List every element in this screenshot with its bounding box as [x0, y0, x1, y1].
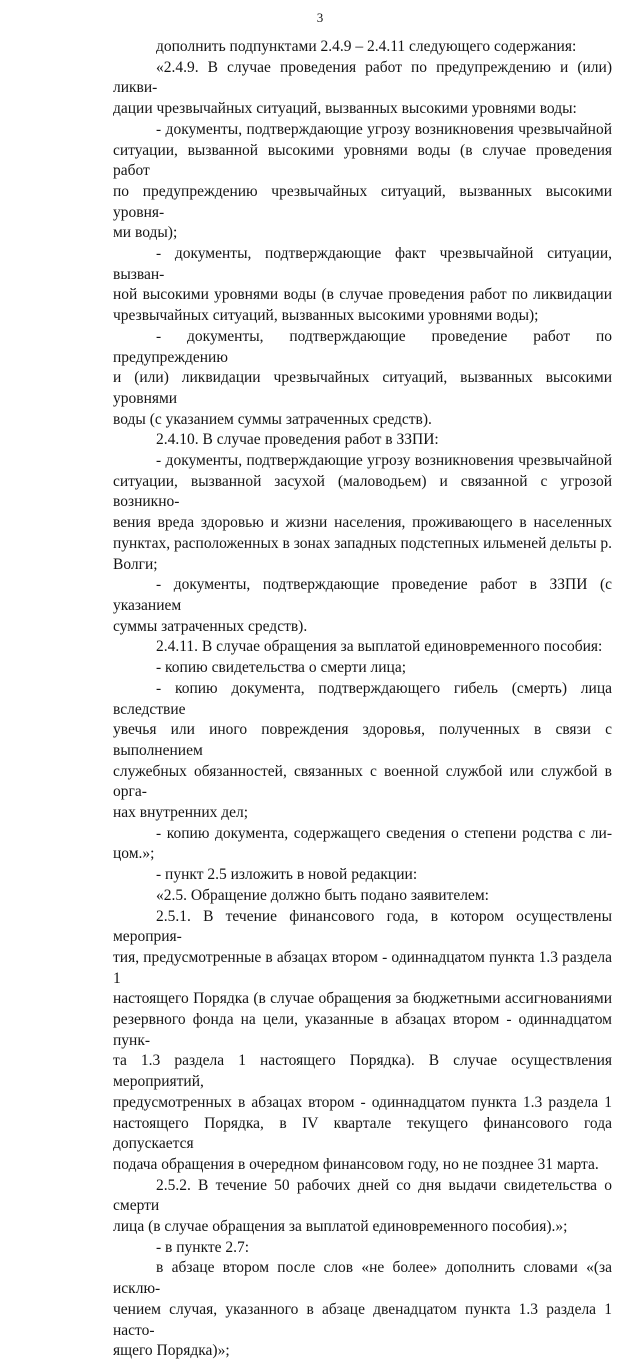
text-line: дации чрезвычайных ситуаций, вызванных высокими уровнями воды: [113, 100, 577, 118]
text-line: суммы затраченных средств). [113, 617, 308, 635]
text-line: ной высокими уровнями воды (в случае проведения работ по ликвидации [113, 286, 612, 304]
text-line: - документы, подтверждающие проведение работ в ЗЗПИ (с указанием [113, 576, 612, 614]
text-line: 2.5.2. В течение 50 рабочих дней со дня выдачи свидетельства о смерти [113, 1176, 612, 1215]
text-line: ящего Порядка)»; [113, 1342, 230, 1360]
text-line: цом.»; [113, 845, 155, 863]
text-line: - документы, подтверждающие факт чрезвычайной ситуации, вызван- [113, 245, 612, 283]
text-line: увечья или иного повреждения здоровья, полученных в связи с выполнением [113, 721, 612, 759]
text-line: по предупреждению чрезвычайных ситуаций, вызванных высокими уровня- [113, 182, 612, 221]
text-line: ми воды); [113, 224, 178, 242]
text-line: 2.4.10. В случае проведения работ в ЗЗПИ: [156, 431, 439, 449]
text-line: чрезвычайных ситуаций, вызванных высокими уровнями воды); [113, 307, 539, 325]
text-line: чением случая, указанного в абзаце двенадцатом пункта 1.3 раздела 1 насто- [113, 1300, 612, 1339]
text-line: «2.4.9. В случае проведения работ по предупреждению и (или) ликви- [113, 58, 612, 97]
text-line: подача обращения в очередном финансовом году, но не позднее 31 марта. [113, 1155, 599, 1173]
text-line: - копию документа, содержащего сведения о степени родства с ли- [156, 824, 612, 842]
text-line: 2.4.11. В случае обращения за выплатой единовременного пособия: [156, 638, 603, 656]
text-line: дополнить подпунктами 2.4.9 – 2.4.11 следующего содержания: [156, 38, 577, 55]
text-line: вения вреда здоровью и жизни населения, проживающего в населенных [113, 514, 612, 532]
text-line: резервного фонда на цели, указанные в абзацах втором - одиннадцатом пунк- [113, 1011, 612, 1049]
text-line: - копию свидетельства о смерти лица; [156, 659, 407, 677]
text-line: - документы, подтверждающие угрозу возникновения чрезвычайной [156, 120, 612, 138]
text-line: 2.5.1. В течение финансового года, в котором осуществлены мероприя- [113, 907, 612, 946]
text-line: та 1.3 раздела 1 настоящего Порядка). В случае осуществления мероприятий, [113, 1052, 612, 1091]
text-line: Волги; [113, 555, 158, 573]
text-line: тия, предусмотренные в абзацах втором - одиннадцатом пункта 1.3 раздела 1 [113, 948, 612, 987]
text-line: лица (в случае обращения за выплатой единовременного пособия).»; [113, 1218, 568, 1236]
text-line: нах внутренних дел; [113, 804, 249, 822]
text-line: служебных обязанностей, связанных с военной службой или службой в орга- [113, 762, 612, 801]
text-line: «2.5. Обращение должно быть подано заявителем: [156, 886, 489, 904]
text-line: воды (с указанием суммы затраченных средств). [113, 410, 432, 428]
text-line: ситуации, вызванной высокими уровнями воды (в случае проведения работ [113, 141, 612, 180]
text-line: настоящего Порядка, в IV квартале текущего финансового года допускается [113, 1114, 612, 1153]
text-line: ситуации, вызванной засухой (маловодьем) и связанной с угрозой возникно- [113, 472, 612, 511]
text-line: - документы, подтверждающие угрозу возникновения чрезвычайной [156, 452, 612, 470]
text-line: - в пункте 2.7: [156, 1238, 250, 1256]
text-line: пунктах, расположенных в зонах западных подстепных ильменей дельты р. [113, 534, 612, 552]
document-body [113, 37, 612, 1362]
text-line: - пункт 2.5 изложить в новой редакции: [156, 866, 418, 884]
text-line: предусмотренных в абзацах втором - одиннадцатом пункта 1.3 раздела 1 [113, 1093, 612, 1111]
text-line: - документы, подтверждающие проведение работ по предупреждению [113, 327, 612, 366]
page-number: 3 [316, 10, 324, 25]
text-line: - копию документа, подтверждающего гибель (смерть) лица вследствие [113, 679, 612, 718]
text-line: и (или) ликвидации чрезвычайных ситуаций, вызванных высокими уровнями [113, 369, 612, 407]
text-line: настоящего Порядка (в случае обращения за бюджетными ассигнованиями [113, 990, 612, 1008]
text-line: в абзаце втором после слов «не более» дополнить словами «(за исклю- [113, 1259, 612, 1298]
